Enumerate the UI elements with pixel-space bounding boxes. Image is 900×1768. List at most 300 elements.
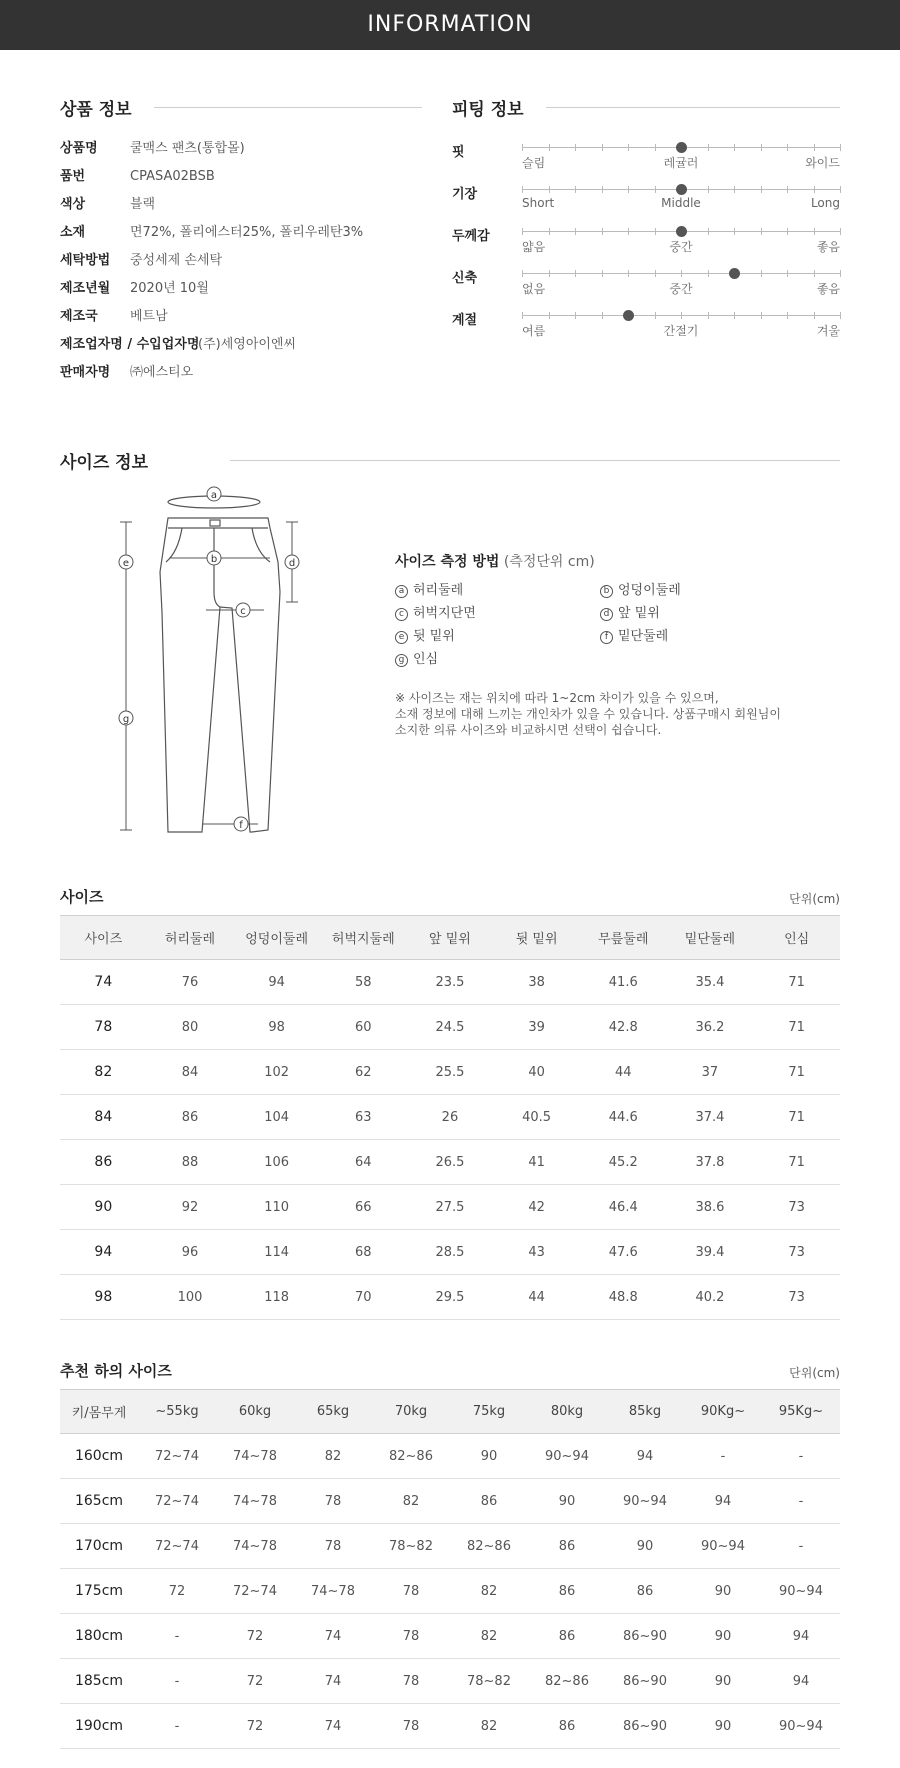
table-cell: 90~94 (684, 1524, 762, 1569)
info-value: 2020년 10월 (130, 281, 209, 296)
scale-tick (708, 144, 709, 151)
table-cell: 86~90 (606, 1614, 684, 1659)
measurement-label: 뒷 밑위 (413, 629, 455, 644)
table-cell: 90~94 (528, 1434, 606, 1479)
fitting-marker (676, 142, 687, 153)
table-cell: 180cm (60, 1614, 138, 1659)
table-row (60, 1185, 840, 1230)
divider (230, 460, 840, 461)
table-cell: 38.6 (667, 1185, 754, 1230)
info-value: 블랙 (130, 197, 156, 212)
table-cell: 72~74 (216, 1569, 294, 1614)
size-info-section (60, 448, 840, 473)
scale-tick (655, 144, 656, 151)
scale-tick (628, 228, 629, 235)
fitting-middle-label: Middle (661, 196, 701, 210)
table-cell: - (138, 1659, 216, 1704)
column-header: 뒷 밑위 (493, 916, 580, 960)
table-row (60, 1140, 840, 1185)
measure-method-title (395, 551, 595, 571)
scale-tick (681, 312, 682, 319)
table-cell: 74~78 (216, 1479, 294, 1524)
table-cell: 82~86 (372, 1434, 450, 1479)
table-cell: 74 (60, 960, 147, 1005)
diagram-letter-d: d (288, 558, 296, 569)
button-tab (210, 520, 220, 526)
table-cell: 71 (753, 1050, 840, 1095)
measurement-letter: b (600, 585, 613, 598)
product-info-row (60, 169, 215, 185)
size-table-header (60, 886, 840, 907)
scale-tick (840, 228, 841, 235)
table-cell: 60 (320, 1005, 407, 1050)
pants-outline (160, 518, 280, 832)
table-cell: 72~74 (138, 1479, 216, 1524)
scale-tick (761, 228, 762, 235)
table-cell: - (138, 1704, 216, 1749)
scale-tick (814, 186, 815, 193)
table-cell: 40.2 (667, 1275, 754, 1320)
table-cell: 26 (407, 1095, 494, 1140)
measurement-item (600, 579, 681, 598)
table-cell: 82 (372, 1479, 450, 1524)
table-cell: 74 (294, 1704, 372, 1749)
info-key: 상품명 (60, 141, 98, 156)
fitting-middle-label: 중간 (669, 240, 693, 254)
table-cell: 90~94 (606, 1479, 684, 1524)
pants-diagram (110, 482, 310, 844)
table-cell: 106 (233, 1140, 320, 1185)
info-value: 베트남 (130, 309, 168, 324)
table-cell: 84 (147, 1050, 234, 1095)
note-line: ※ 사이즈는 재는 위치에 따라 1~2cm 차이가 있을 수 있으며, (395, 691, 719, 705)
scale-tick (549, 186, 550, 193)
table-cell: 118 (233, 1275, 320, 1320)
table-cell: 37.8 (667, 1140, 754, 1185)
table-cell: 86 (60, 1140, 147, 1185)
scale-tick (734, 228, 735, 235)
product-info-row (60, 225, 363, 241)
column-header: 90Kg~ (684, 1390, 762, 1434)
table-cell: 72 (216, 1614, 294, 1659)
size-info-title (60, 448, 840, 473)
fitting-info-section (452, 95, 840, 120)
column-header: 인심 (753, 916, 840, 960)
scale-tick (575, 228, 576, 235)
table-cell: 71 (753, 1095, 840, 1140)
scale-tick (761, 312, 762, 319)
fitting-marker (676, 226, 687, 237)
table-row (60, 1275, 840, 1320)
scale-tick (734, 144, 735, 151)
table-cell: 70 (320, 1275, 407, 1320)
scale-tick (787, 186, 788, 193)
info-key: 소재 (60, 225, 86, 240)
product-info-section (60, 95, 422, 120)
scale-tick (761, 270, 762, 277)
fitting-info-title (452, 95, 840, 120)
table-cell: 90 (684, 1569, 762, 1614)
table-cell: 82 (450, 1569, 528, 1614)
scale-tick (708, 312, 709, 319)
table-cell: 86 (450, 1479, 528, 1524)
fitting-right-label: 좋음 (816, 240, 840, 254)
measurement-label: 밑단둘레 (618, 629, 669, 644)
info-value: 면72%, 폴리에스터25%, 폴리우레탄3% (130, 225, 364, 240)
table-cell: 98 (233, 1005, 320, 1050)
table-cell: 37.4 (667, 1095, 754, 1140)
fitting-left-label: 없음 (522, 282, 546, 296)
table-cell: 90~94 (762, 1704, 840, 1749)
table-cell: 82 (450, 1704, 528, 1749)
table-cell: 86~90 (606, 1704, 684, 1749)
table-cell: 44 (580, 1050, 667, 1095)
table-row (60, 1659, 840, 1704)
size-info-title-text: 사이즈 정보 (60, 453, 149, 473)
product-info-row (60, 309, 168, 325)
fitting-row (452, 267, 840, 307)
measurement-letter: c (395, 608, 408, 621)
table-cell: 71 (753, 1140, 840, 1185)
scale-tick (840, 186, 841, 193)
table-cell: 48.8 (580, 1275, 667, 1320)
table-cell: 68 (320, 1230, 407, 1275)
divider (154, 107, 422, 108)
diagram-letter-e: e (122, 558, 130, 569)
fitting-label: 기장 (452, 187, 478, 202)
table-cell: 40 (493, 1050, 580, 1095)
table-cell: 62 (320, 1050, 407, 1095)
table-cell: 78 (60, 1005, 147, 1050)
table-cell: 90 (450, 1434, 528, 1479)
info-key: 판매자명 (60, 365, 111, 380)
table-cell: 37 (667, 1050, 754, 1095)
scale-tick (787, 270, 788, 277)
table-row (60, 960, 840, 1005)
table-cell: 24.5 (407, 1005, 494, 1050)
table-cell: 72~74 (138, 1524, 216, 1569)
fitting-middle-label: 중간 (669, 282, 693, 296)
table-row (60, 1050, 840, 1095)
scale-tick (840, 312, 841, 319)
diagram-letter-f: f (239, 820, 243, 831)
table-cell: 41.6 (580, 960, 667, 1005)
column-header: 95Kg~ (762, 1390, 840, 1434)
table-cell: 82~86 (450, 1524, 528, 1569)
diagram-letter-g: g (122, 714, 130, 725)
scale-tick (814, 270, 815, 277)
table-cell: 72 (216, 1704, 294, 1749)
scale-tick (602, 312, 603, 319)
table-cell: - (138, 1614, 216, 1659)
fitting-label: 두께감 (452, 229, 490, 244)
table-cell: 80 (147, 1005, 234, 1050)
table-cell: 114 (233, 1230, 320, 1275)
scale-tick (575, 144, 576, 151)
table-cell: 86 (606, 1569, 684, 1614)
diagram-letter-a: a (210, 490, 218, 501)
table-row (60, 1005, 840, 1050)
table-cell: 41 (493, 1140, 580, 1185)
table-cell: 94 (684, 1479, 762, 1524)
fitting-row (452, 225, 840, 265)
table-cell: 82 (294, 1434, 372, 1479)
table-row (60, 1230, 840, 1275)
fitting-label: 신축 (452, 271, 478, 286)
table-cell: 86 (147, 1095, 234, 1140)
note-line: 소지한 의류 사이즈와 비교하시면 선택이 쉽습니다. (395, 723, 662, 737)
table-cell: 96 (147, 1230, 234, 1275)
info-key: 세탁방법 (60, 253, 111, 268)
size-table-title: 사이즈 (60, 888, 104, 906)
scale-tick (787, 312, 788, 319)
table-cell: 104 (233, 1095, 320, 1140)
measurement-letter: f (600, 631, 613, 644)
table-cell: 100 (147, 1275, 234, 1320)
info-value: 쿨맥스 팬츠(통합몰) (130, 141, 245, 156)
table-row (60, 1479, 840, 1524)
recommend-table-section (60, 1360, 840, 1749)
column-header: 65kg (294, 1390, 372, 1434)
note-line: 소재 정보에 대해 느끼는 개인차가 있을 수 있습니다. 상품구매시 회원님이 (395, 707, 781, 721)
product-info-row (60, 197, 155, 213)
table-header-row (60, 1390, 840, 1434)
table-cell: - (684, 1434, 762, 1479)
info-key: 제조업자명 / 수입업자명 (60, 337, 200, 352)
table-cell: 73 (753, 1185, 840, 1230)
fitting-info-title-text: 피팅 정보 (452, 100, 524, 120)
fly-line (214, 528, 220, 607)
size-table (60, 915, 840, 1320)
table-cell: 82 (60, 1050, 147, 1095)
table-cell: 190cm (60, 1704, 138, 1749)
table-cell: 78 (294, 1479, 372, 1524)
scale-tick (522, 144, 523, 151)
fitting-row (452, 309, 840, 349)
product-info-row (60, 281, 209, 297)
table-cell: 46.4 (580, 1185, 667, 1230)
table-cell: 78 (372, 1614, 450, 1659)
fitting-left-label: Short (522, 196, 555, 210)
table-cell: 86~90 (606, 1659, 684, 1704)
scale-tick (522, 228, 523, 235)
table-cell: 35.4 (667, 960, 754, 1005)
table-row (60, 1614, 840, 1659)
measurement-item (395, 648, 438, 667)
table-cell: 90 (684, 1614, 762, 1659)
scale-tick (708, 228, 709, 235)
table-cell: 86 (528, 1569, 606, 1614)
info-value: (주)세영아이엔씨 (198, 337, 297, 352)
diagram-letter-b: b (210, 554, 218, 565)
table-cell: 72 (138, 1569, 216, 1614)
info-value: ㈜에스티오 (130, 365, 194, 380)
size-note (395, 690, 781, 738)
scale-tick (549, 228, 550, 235)
column-header: 75kg (450, 1390, 528, 1434)
table-cell: 86 (528, 1704, 606, 1749)
table-row (60, 1095, 840, 1140)
fitting-middle-label: 간절기 (663, 324, 699, 338)
table-cell: 90~94 (762, 1569, 840, 1614)
scale-tick (734, 312, 735, 319)
table-cell: 73 (753, 1230, 840, 1275)
measurement-letter: g (395, 654, 408, 667)
scale-tick (840, 270, 841, 277)
column-header: 무릎둘레 (580, 916, 667, 960)
product-info-row (60, 365, 193, 381)
table-cell: 90 (60, 1185, 147, 1230)
table-row (60, 1569, 840, 1614)
table-cell: 185cm (60, 1659, 138, 1704)
table-cell: 27.5 (407, 1185, 494, 1230)
column-header: 85kg (606, 1390, 684, 1434)
table-cell: 38 (493, 960, 580, 1005)
table-cell: 45.2 (580, 1140, 667, 1185)
measure-method-title-text: 사이즈 측정 방법 (395, 554, 500, 570)
product-info-row (60, 337, 296, 353)
measurement-label: 엉덩이둘레 (618, 583, 681, 598)
column-header: 허벅지둘레 (320, 916, 407, 960)
table-header-row (60, 916, 840, 960)
table-cell: 74~78 (216, 1524, 294, 1569)
measurement-letter: e (395, 631, 408, 644)
table-cell: 94 (60, 1230, 147, 1275)
scale-tick (522, 270, 523, 277)
scale-tick (602, 270, 603, 277)
table-cell: 94 (233, 960, 320, 1005)
scale-tick (681, 270, 682, 277)
scale-tick (549, 144, 550, 151)
column-header: ~55kg (138, 1390, 216, 1434)
scale-tick (787, 144, 788, 151)
scale-tick (522, 312, 523, 319)
table-cell: 78~82 (372, 1524, 450, 1569)
table-cell: 88 (147, 1140, 234, 1185)
table-cell: - (762, 1434, 840, 1479)
fitting-middle-label: 레귤러 (663, 156, 699, 170)
measurement-item (600, 625, 668, 644)
fitting-right-label: Long (810, 196, 840, 210)
table-cell: 63 (320, 1095, 407, 1140)
header-bar (0, 0, 900, 50)
fitting-row (452, 183, 840, 223)
table-row (60, 1524, 840, 1569)
fitting-scale (522, 273, 840, 274)
scale-tick (549, 270, 550, 277)
fitting-marker (676, 184, 687, 195)
table-cell: 23.5 (407, 960, 494, 1005)
table-cell: 72 (216, 1659, 294, 1704)
scale-tick (628, 144, 629, 151)
scale-tick (575, 270, 576, 277)
column-header: 밑단둘레 (667, 916, 754, 960)
measurement-label: 앞 밑위 (618, 606, 660, 621)
table-cell: 66 (320, 1185, 407, 1230)
scale-tick (814, 228, 815, 235)
scale-tick (602, 144, 603, 151)
table-cell: 78~82 (450, 1659, 528, 1704)
info-value: 중성세제 손세탁 (130, 253, 223, 268)
table-cell: 44.6 (580, 1095, 667, 1140)
table-cell: - (762, 1479, 840, 1524)
scale-tick (814, 312, 815, 319)
product-info-title-text: 상품 정보 (60, 100, 132, 120)
header-title: INFORMATION (367, 12, 533, 37)
measurement-label: 허벅지단면 (413, 606, 476, 621)
table-cell: 90 (606, 1524, 684, 1569)
table-cell: 73 (753, 1275, 840, 1320)
scale-tick (655, 228, 656, 235)
measurement-item (600, 602, 660, 621)
scale-tick (575, 312, 576, 319)
table-cell: 44 (493, 1275, 580, 1320)
table-cell: - (762, 1524, 840, 1569)
column-header: 키/몸무게 (60, 1390, 138, 1434)
column-header: 사이즈 (60, 916, 147, 960)
column-header: 80kg (528, 1390, 606, 1434)
fitting-marker (623, 310, 634, 321)
scale-tick (814, 144, 815, 151)
scale-tick (761, 186, 762, 193)
scale-tick (734, 186, 735, 193)
diagram-letter-c: c (240, 606, 246, 617)
fitting-scale (522, 231, 840, 232)
scale-tick (655, 186, 656, 193)
table-cell: 160cm (60, 1434, 138, 1479)
table-cell: 25.5 (407, 1050, 494, 1095)
fitting-info-list (452, 141, 840, 361)
table-cell: 92 (147, 1185, 234, 1230)
table-cell: 29.5 (407, 1275, 494, 1320)
table-cell: 94 (606, 1434, 684, 1479)
table-cell: 110 (233, 1185, 320, 1230)
table-row (60, 1434, 840, 1479)
scale-tick (575, 186, 576, 193)
scale-tick (761, 144, 762, 151)
product-info-row (60, 253, 222, 269)
table-cell: 71 (753, 960, 840, 1005)
product-info-row (60, 141, 245, 157)
table-cell: 78 (372, 1704, 450, 1749)
table-cell: 72~74 (138, 1434, 216, 1479)
recommend-table-title: 추천 하의 사이즈 (60, 1362, 172, 1380)
table-cell: 86 (528, 1524, 606, 1569)
fitting-right-label: 좋음 (816, 282, 840, 296)
info-value: CPASA02BSB (130, 169, 215, 184)
fitting-right-label: 와이드 (805, 156, 840, 170)
table-cell: 71 (753, 1005, 840, 1050)
measurement-list (395, 579, 815, 669)
recommend-table (60, 1389, 840, 1749)
recommend-table-unit: 단위(cm) (789, 1366, 840, 1380)
table-cell: 102 (233, 1050, 320, 1095)
fitting-row (452, 141, 840, 181)
table-cell: 78 (372, 1659, 450, 1704)
table-cell: 39 (493, 1005, 580, 1050)
table-cell: 76 (147, 960, 234, 1005)
column-header: 앞 밑위 (407, 916, 494, 960)
table-cell: 78 (294, 1524, 372, 1569)
measurement-label: 허리둘레 (413, 583, 464, 598)
table-cell: 26.5 (407, 1140, 494, 1185)
fitting-scale (522, 315, 840, 316)
table-cell: 47.6 (580, 1230, 667, 1275)
pocket-right (252, 528, 270, 562)
measurement-item (395, 625, 455, 644)
product-info-list (60, 141, 440, 391)
fitting-right-label: 겨울 (816, 324, 840, 338)
